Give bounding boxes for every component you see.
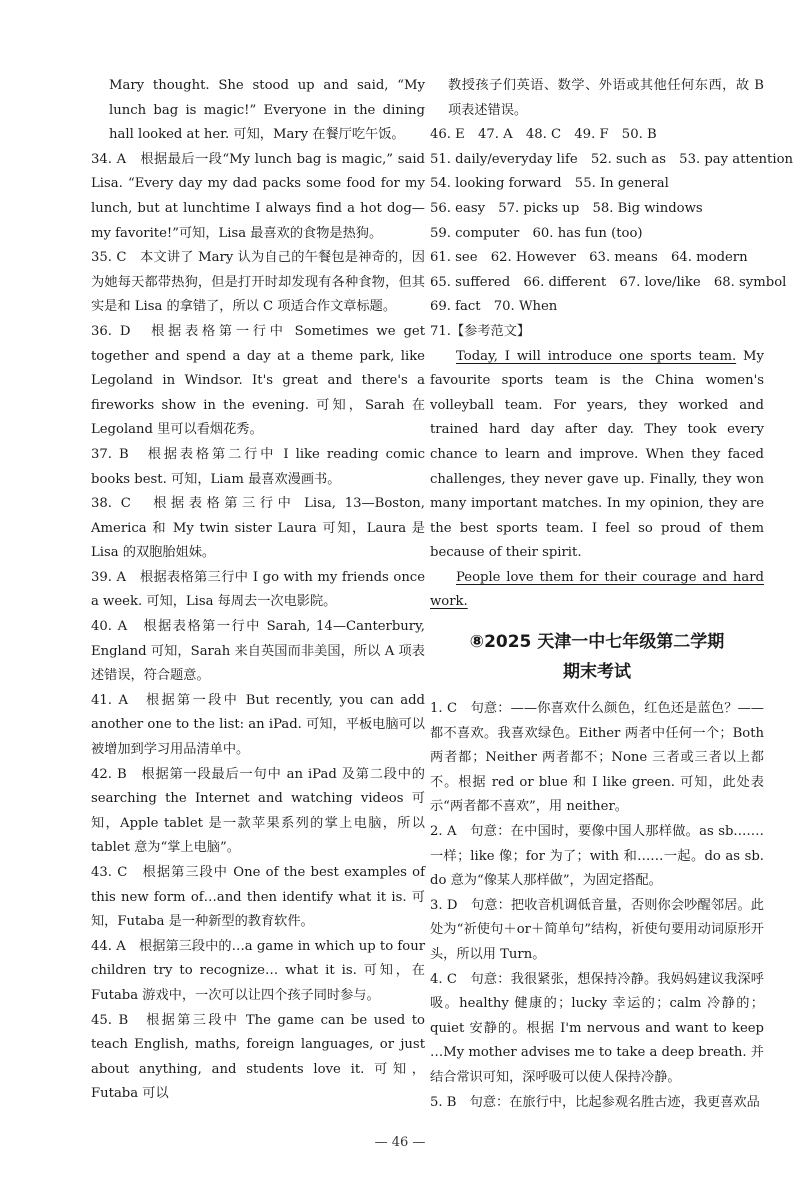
essay-conclusion: People love them for their courage and hard work. (430, 569, 764, 610)
answer-q40: 40. A 根据表格第一行中 Sarah, 14—Canterbury, England 可知，Sarah 来自英国而非美国，所以 A 项表述错误，符合题意。 (91, 619, 425, 684)
essay-paragraph-2 (430, 566, 764, 615)
answer-q41: 41. A 根据第一段中 But recently, you can add another one to the list: an iPad. 可知，平板电脑可以被增加到学习用品清单中。 (91, 692, 425, 758)
answer-q37: 37. B 根据表格第二行中 I like reading comic books best. 可知，Liam 最喜欢漫画书。 (91, 446, 425, 487)
answer-line-54-55: 54. looking forward 55. In general (430, 176, 669, 192)
essay-topic-sentence: Today, I will introduce one sports team. (456, 348, 737, 364)
answer-line-61-64: 61. see 62. However 63. means 64. modern (430, 250, 748, 266)
answer-r4: 4. C 句意：我很紧张，想保持冷静。我妈妈建议我深呼吸。healthy 健康的；lucky 幸运的；calm 冷静的；quiet 安静的。根据 I'm nervous and want to keep …My mother advises me to take a deep breath. 并结合常识可知，深呼吸可以使人保持冷静。 (430, 971, 764, 1085)
answer-r2: 2. A 句意：在中国时，要像中国人那样做。as sb.……一样；like 像；for 为了；with 和……一起。do as sb. do 意为“像某人那样做”，为固定搭配。 (430, 824, 764, 889)
answer-q43: 43. C 根据第三段中 One of the best examples of this new form of…and then identify what it is. 可知，Futaba 是一种新型的教育软件。 (91, 865, 425, 930)
answer-q45-continuation: 教授孩子们英语、数学、外语或其他任何东西，故 B 项表述错误。 (448, 78, 764, 118)
answer-line-59-60: 59. computer 60. has fun (too) (430, 225, 643, 241)
answer-q35: 35. C 本文讲了 Mary 认为自己的午餐包是神奇的，因为她每天都带热狗，但是打开时却发现有各种食物，但其实是和 Lisa 的拿错了，所以 C 项适合作文章标题。 (91, 250, 425, 315)
answer-r1: 1. C 句意：——你喜欢什么颜色，红色还是蓝色？——都不喜欢。我喜欢绿色。Either 两者中任何一个；Both 两者都；Neither 两者都不；None 三者或三者以上都不。根据 red or blue 和 I like green. 可知，此处表示“两者都不喜欢”，用 neither。 (430, 701, 764, 815)
answer-q45: 45. B 根据第三段中 The game can be used to teach English, maths, foreign languages, or just about anything, and students love it. 可知，Futaba 可以 (91, 1012, 425, 1102)
essay-label: 71.【参考范文】 (430, 323, 531, 339)
answer-q42: 42. B 根据第一段最后一句中 an iPad 及第二段中的 searching the Internet and watching videos 可知，Apple tablet 是一款苹果系列的掌上电脑，所以 tablet 意为“掌上电脑”。 (91, 766, 425, 856)
answer-line-65-68: 65. suffered 66. different 67. love/like 68. symbol (430, 274, 787, 290)
model-essay (430, 345, 764, 616)
section-title (430, 627, 764, 687)
answer-q33-continuation: Mary thought. She stood up and said, “My lunch bag is magic!” Everyone in the dining hall looked at her. 可知，Mary 在餐厅吃午饭。 (109, 78, 425, 143)
page-number: — 46 — (374, 1135, 426, 1150)
answer-line-46-50: 46. E 47. A 48. C 49. F 50. B (430, 127, 657, 143)
answer-q38: 38. C 根据表格第三行中 Lisa, 13—Boston, America 和 My twin sister Laura 可知，Laura 是 Lisa 的双胞胎姐妹。 (91, 496, 425, 561)
answer-q44: 44. A 根据第三段中的…a game in which up to four children try to recognize… what it is. 可知，在 Futaba 游戏中，一次可以让四个孩子同时参与。 (91, 938, 425, 1003)
answer-r3: 3. D 句意：把收音机调低音量，否则你会吵醒邻居。此处为“祈使句＋or＋简单句”结构，祈使句要用动词原形开头，所以用 Turn。 (430, 897, 764, 962)
answer-q34: 34. A 根据最后一段“My lunch bag is magic,” said Lisa. “Every day my dad packs some food for my lunch, but at lunchtime I always find a hot dog—my favorite!”可知，Lisa 最喜欢的食物是热狗。 (91, 151, 425, 241)
section-title-line-1: ⑧2025 天津一中七年级第二学期 (469, 632, 725, 653)
answer-line-56-58: 56. easy 57. picks up 58. Big windows (430, 200, 703, 216)
answer-line-69-70: 69. fact 70. When (430, 299, 558, 315)
essay-body: My favourite sports team is the China women's volleyball team. For years, they worked and trained hard day after day. They took every chance to learn and improve. When they faced challenges, they never gave up. Finally, they won many important matches. In my opinion, they are the best sports team. I feel so proud of them because of their spirit. (430, 348, 764, 561)
right-column (430, 74, 793, 1115)
left-column (91, 74, 425, 1107)
answer-line-51-53: 51. daily/everyday life 52. such as 53. pay attention (430, 151, 793, 167)
section-title-line-2: 期末考试 (563, 662, 631, 683)
essay-paragraph-1 (430, 345, 764, 566)
answer-q36: 36. D 根据表格第一行中 Sometimes we get together and spend a day at a theme park, like Legoland in Windsor. It's great and there's a fireworks show in the evening. 可知，Sarah 在 Legoland 里可以看烟花秀。 (91, 323, 425, 438)
answer-q39: 39. A 根据表格第三行中 I go with my friends once a week. 可知，Lisa 每周去一次电影院。 (91, 569, 425, 610)
answer-r5: 5. B 句意：在旅行中，比起参观名胜古迹，我更喜欢品 (430, 1094, 760, 1110)
